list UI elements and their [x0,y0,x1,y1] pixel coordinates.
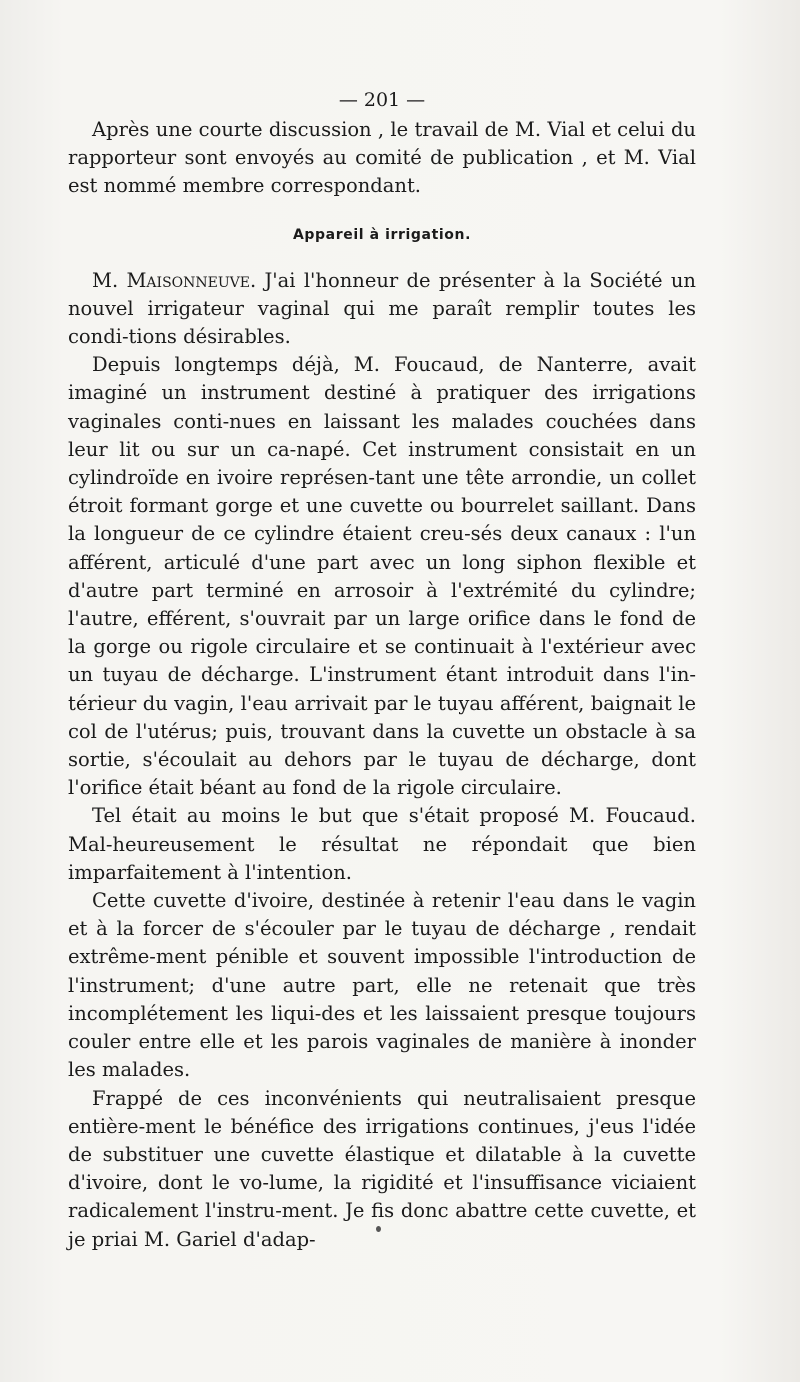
presentation-text: J'ai l'honneur de présenter à la Société un nouvel irrigateur vaginal qui me paraît remplir toutes les condi-tions désirables. [68,268,696,349]
paragraph-result: Tel était au moins le but que s'était proposé M. Foucaud. Mal-heureusement le résultat ne répondait que bien imparfaitement à l'intention. [68,804,696,884]
speaker-name: M. Maisonneuve. [92,268,257,292]
paragraph-discussion: Après une courte discussion , le travail de M. Vial et celui du rapporteur sont envoyés au comité de publication , et M. Vial est nommé membre correspondant. [68,118,696,198]
page-number: — 201 — [338,89,426,111]
paragraph-elastic-cuvette: Frappé de ces inconvénients qui neutralisaient presque entière-ment le bénéfice des irrigations continues, j'eus l'idée de substituer une cuvette élastique et dilatable à la cuvette d'ivoire, dont le vo-lume, la rigidité et l'insuffisance viciaient radicalement l'instru-ment. Je fis donc abattre cette cuvette, et je priai M. Gariel d'adap- [68,1086,696,1251]
page-body [68,86,696,1254]
print-dot-mark [376,1226,381,1232]
paragraph-foucaud-instrument: Depuis longtemps déjà, M. Foucaud, de Nanterre, avait imaginé un instrument destiné à pratiquer des irrigations vaginales conti-nues en laissant les malades couchées dans leur lit ou sur un ca-napé. Cet instrument consistait en un cylindroïde en ivoire représen-tant une tête arrondie, un collet étroit formant gorge et une cuvette ou bourrelet saillant. Dans la longueur de ce cylindre étaient creu-sés deux canaux : l'un afférent, articulé d'une part avec un long siphon flexible et d'autre part terminé en arrosoir à l'extrémité du cylindre; l'autre, efférent, s'ouvrait par un large orifice dans le fond de la gorge ou rigole circulaire et se continuait à l'extérieur avec un tuyau de décharge. L'instrument étant introduit dans l'in-térieur du vagin, l'eau arrivait par le tuyau afférent, baignait le col de l'utérus; puis, trouvant dans la cuvette un obstacle à sa sortie, s'écoulait au dehors par le tuyau de décharge, dont l'orifice était béant au fond de la rigole circulaire. [68,353,696,800]
paragraph-ivory-cuvette: Cette cuvette d'ivoire, destinée à retenir l'eau dans le vagin et à la forcer de s'écouler par le tuyau de décharge , rendait extrême-ment pénible et souvent impossible l'introduction de l'instrument; d'une autre part, elle ne retenait que très incomplétement les liqui-des et les laissaient presque toujours couler entre elle et les parois vaginales de manière à inonder les malades. [68,889,696,1082]
section-title: Appareil à irrigation. [293,226,471,243]
paragraph-presentation [68,267,696,352]
